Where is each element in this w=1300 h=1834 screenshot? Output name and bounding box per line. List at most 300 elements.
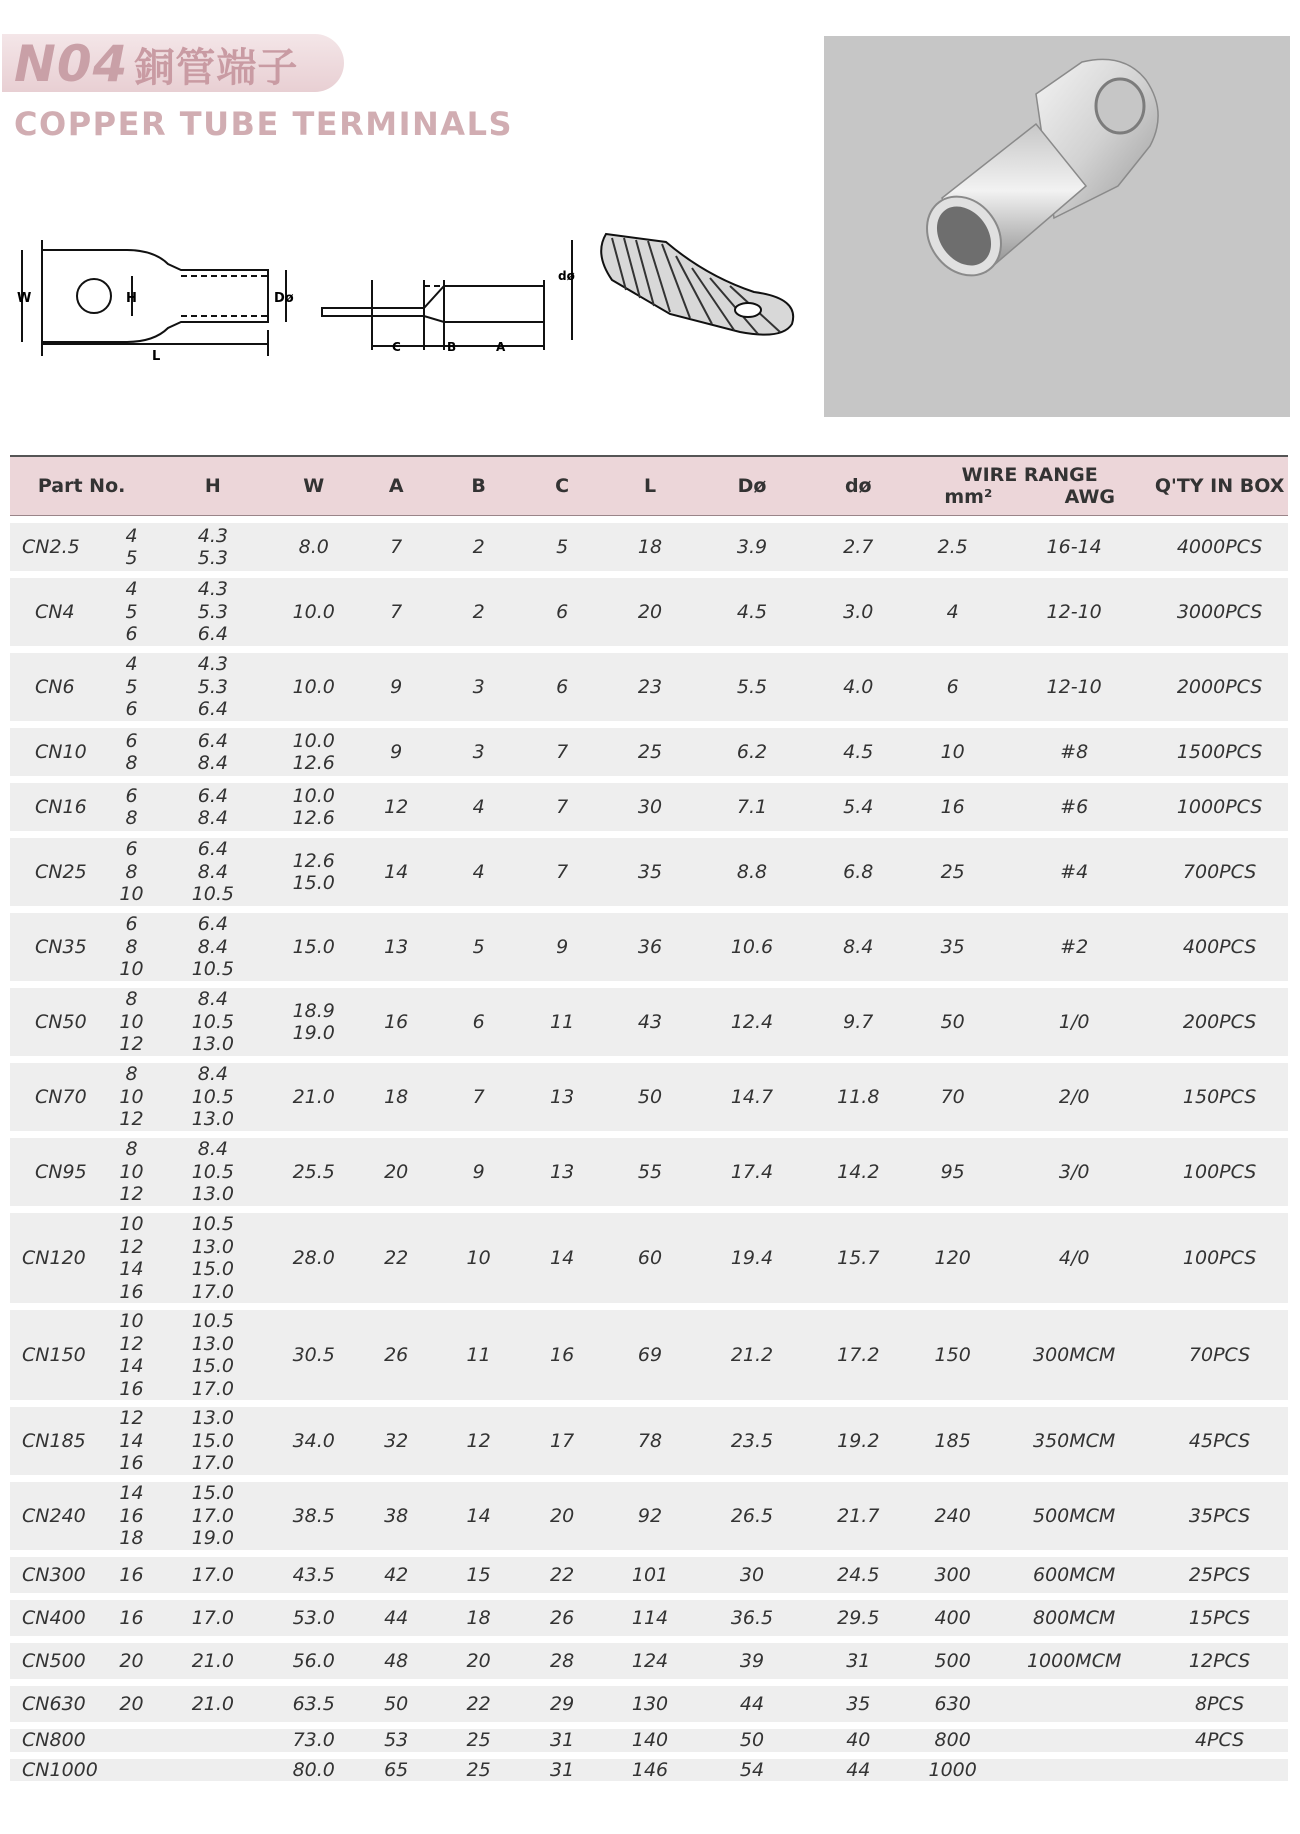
cell-awg: 1000MCM <box>997 1643 1151 1679</box>
top-view-drawing <box>22 240 286 356</box>
cell-stud-size-value: 6 <box>125 838 138 861</box>
side-view-drawing <box>322 240 572 350</box>
cell-c: 31 <box>520 1729 605 1752</box>
label-b: B <box>447 340 457 354</box>
cell-mm2: 120 <box>908 1213 997 1303</box>
cell-d-small: 11.8 <box>808 1063 908 1131</box>
header-l: L <box>604 455 695 516</box>
cell-qty: 100PCS <box>1151 1138 1288 1206</box>
table-row <box>10 1600 1288 1636</box>
cell-w <box>273 653 355 721</box>
cell-stud-size-value: 5 <box>125 600 138 623</box>
cell-stud-size <box>110 523 153 571</box>
cell-a: 48 <box>355 1643 437 1679</box>
cell-a: 9 <box>355 728 437 776</box>
table-row <box>10 1407 1288 1475</box>
cell-qty: 45PCS <box>1151 1407 1288 1475</box>
cell-stud-size <box>110 783 153 831</box>
cell-h-value: 8.4 <box>197 860 228 883</box>
cell-a: 50 <box>355 1686 437 1722</box>
cell-d-big: 50 <box>696 1729 809 1752</box>
cell-b: 11 <box>437 1310 519 1400</box>
cell-part-no: CN2.5 <box>10 523 110 571</box>
cell-stud-size-value: 14 <box>119 1482 144 1505</box>
cell-stud-size-value: 10 <box>119 958 144 981</box>
cell-w-value: 28.0 <box>292 1246 335 1269</box>
cell-d-big: 10.6 <box>696 913 809 981</box>
cell-awg: 1/0 <box>997 988 1151 1056</box>
cell-qty: 70PCS <box>1151 1310 1288 1400</box>
wire-range-title: WIRE RANGE <box>961 464 1098 486</box>
cell-d-big: 39 <box>696 1643 809 1679</box>
cell-a: 38 <box>355 1482 437 1550</box>
cell-w <box>273 913 355 981</box>
cell-d-small: 9.7 <box>808 988 908 1056</box>
cell-d-small: 6.8 <box>808 838 908 906</box>
cell-w <box>273 1643 355 1679</box>
cell-stud-size-value: 6 <box>125 698 138 721</box>
cell-stud-size-value: 10 <box>119 1010 144 1033</box>
cell-stud-size-value: 8 <box>125 860 138 883</box>
cell-qty: 35PCS <box>1151 1482 1288 1550</box>
cell-w <box>273 838 355 906</box>
cell-d-big: 23.5 <box>696 1407 809 1475</box>
cell-qty: 2000PCS <box>1151 653 1288 721</box>
cell-h-value: 4.3 <box>197 578 228 601</box>
table-row <box>10 1557 1288 1593</box>
table-row <box>10 913 1288 981</box>
header-qty: Q'TY IN BOX <box>1151 455 1288 516</box>
cell-w <box>273 1213 355 1303</box>
table-row <box>10 523 1288 571</box>
cell-a: 9 <box>355 653 437 721</box>
cell-h-value: 6.4 <box>197 913 228 936</box>
table-row <box>10 1686 1288 1722</box>
cell-a: 16 <box>355 988 437 1056</box>
cell-b: 3 <box>437 653 519 721</box>
cell-w <box>273 1407 355 1475</box>
cell-d-small: 2.7 <box>808 523 908 571</box>
cell-l: 78 <box>604 1407 695 1475</box>
cell-h <box>153 1600 272 1636</box>
table-row <box>10 728 1288 776</box>
cell-stud-size-value: 4 <box>125 653 138 676</box>
cell-h-value: 10.5 <box>191 1160 235 1183</box>
cell-w <box>273 1310 355 1400</box>
cell-h <box>153 838 272 906</box>
cell-stud-size-value: 6 <box>125 623 138 646</box>
cell-d-small: 35 <box>808 1686 908 1722</box>
product-photo <box>824 36 1290 417</box>
cell-b: 4 <box>437 838 519 906</box>
cell-w-value: 80.0 <box>292 1758 335 1781</box>
header-wire-range <box>908 455 1151 516</box>
cell-awg: #4 <box>997 838 1151 906</box>
cell-a: 26 <box>355 1310 437 1400</box>
cell-h-value: 19.0 <box>191 1527 235 1550</box>
cell-l: 60 <box>604 1213 695 1303</box>
table-row <box>10 1482 1288 1550</box>
cell-mm2: 300 <box>908 1557 997 1593</box>
cell-mm2: 240 <box>908 1482 997 1550</box>
header-awg: AWG <box>1064 486 1115 508</box>
label-w: W <box>17 291 32 306</box>
cell-mm2: 70 <box>908 1063 997 1131</box>
cell-a: 44 <box>355 1600 437 1636</box>
cell-c: 6 <box>520 653 605 721</box>
cell-mm2: 6 <box>908 653 997 721</box>
cell-d-small: 31 <box>808 1643 908 1679</box>
cell-stud-size <box>110 1063 153 1131</box>
cell-stud-size <box>110 838 153 906</box>
cell-b: 5 <box>437 913 519 981</box>
cell-awg: 350MCM <box>997 1407 1151 1475</box>
header-h: H <box>153 455 272 516</box>
cell-l: 18 <box>604 523 695 571</box>
cell-d-small: 29.5 <box>808 1600 908 1636</box>
cell-a: 12 <box>355 783 437 831</box>
header-part-no: Part No. <box>10 455 153 516</box>
cell-part-no: CN4 <box>10 578 110 646</box>
cell-qty: 3000PCS <box>1151 578 1288 646</box>
cell-c: 11 <box>520 988 605 1056</box>
cell-stud-size-value: 18 <box>119 1527 144 1550</box>
cell-h <box>153 1213 272 1303</box>
cell-c: 17 <box>520 1407 605 1475</box>
cell-h <box>153 1729 272 1752</box>
cell-d-small: 40 <box>808 1729 908 1752</box>
cell-stud-size-value: 12 <box>119 1033 144 1056</box>
cell-stud-size-value: 6 <box>125 729 138 752</box>
cell-c: 31 <box>520 1759 605 1782</box>
cell-b: 14 <box>437 1482 519 1550</box>
cell-mm2: 95 <box>908 1138 997 1206</box>
cell-d-big: 14.7 <box>696 1063 809 1131</box>
cell-d-big: 36.5 <box>696 1600 809 1636</box>
table-row <box>10 1729 1288 1752</box>
table-row <box>10 1310 1288 1400</box>
cell-c: 13 <box>520 1138 605 1206</box>
cell-stud-size <box>110 578 153 646</box>
cell-d-small: 14.2 <box>808 1138 908 1206</box>
cell-h-value: 13.0 <box>191 1033 235 1056</box>
cell-w-value: 34.0 <box>292 1429 335 1452</box>
cell-part-no: CN240 <box>10 1482 110 1550</box>
label-l: L <box>152 349 161 364</box>
cell-h-value: 17.0 <box>191 1377 235 1400</box>
cell-stud-size-value: 8 <box>125 1063 138 1086</box>
table-row <box>10 1063 1288 1131</box>
cell-stud-size-value: 10 <box>119 1085 144 1108</box>
cell-d-big: 54 <box>696 1759 809 1782</box>
cell-c: 5 <box>520 523 605 571</box>
cell-w-value: 56.0 <box>292 1649 335 1672</box>
label-d-small: dø <box>558 269 575 283</box>
label-c: C <box>392 340 401 354</box>
cell-stud-size-value: 16 <box>119 1452 144 1475</box>
cell-stud-size-value: 10 <box>119 883 144 906</box>
cell-part-no: CN800 <box>10 1729 110 1752</box>
cell-mm2: 25 <box>908 838 997 906</box>
table-row <box>10 653 1288 721</box>
copper-tube-terminal-photo-icon <box>824 36 1290 417</box>
cell-d-small: 3.0 <box>808 578 908 646</box>
cell-stud-size-value: 10 <box>119 1160 144 1183</box>
cell-a: 22 <box>355 1213 437 1303</box>
cell-h <box>153 1482 272 1550</box>
cell-h-value: 17.0 <box>191 1504 235 1527</box>
cell-l: 25 <box>604 728 695 776</box>
cell-stud-size <box>110 653 153 721</box>
cell-d-small: 4.0 <box>808 653 908 721</box>
cell-qty: 400PCS <box>1151 913 1288 981</box>
cell-w-value: 10.0 <box>292 729 335 752</box>
cell-w-value: 18.9 <box>292 999 335 1022</box>
cell-h <box>153 578 272 646</box>
table-header-row <box>10 455 1288 516</box>
cell-c: 9 <box>520 913 605 981</box>
cell-w-value: 43.5 <box>292 1563 335 1586</box>
product-code: N04 <box>14 35 129 93</box>
header-d-big: Dø <box>696 455 809 516</box>
cell-l: 55 <box>604 1138 695 1206</box>
cell-l: 92 <box>604 1482 695 1550</box>
cell-h-value: 10.5 <box>191 1310 235 1332</box>
header-b: B <box>437 455 519 516</box>
cell-part-no: CN25 <box>10 838 110 906</box>
perspective-sketch <box>601 234 793 335</box>
cell-d-small: 17.2 <box>808 1310 908 1400</box>
cell-b: 9 <box>437 1138 519 1206</box>
cell-stud-size-value: 16 <box>119 1606 144 1629</box>
cell-a: 14 <box>355 838 437 906</box>
cell-qty <box>1151 1759 1288 1782</box>
cell-h-value: 8.4 <box>197 1063 228 1086</box>
cell-w-value: 15.0 <box>292 935 335 958</box>
cell-h-value: 5.3 <box>197 547 228 569</box>
cell-stud-size <box>110 1600 153 1636</box>
cell-h-value: 6.4 <box>197 729 228 752</box>
cell-awg: 800MCM <box>997 1600 1151 1636</box>
cell-d-small: 21.7 <box>808 1482 908 1550</box>
cell-w-value: 38.5 <box>292 1504 335 1527</box>
table-row <box>10 578 1288 646</box>
cell-w <box>273 1729 355 1752</box>
cell-h-value: 5.3 <box>197 675 228 698</box>
cell-d-big: 26.5 <box>696 1482 809 1550</box>
cell-awg: 12-10 <box>997 653 1151 721</box>
table-row <box>10 1643 1288 1679</box>
cell-stud-size <box>110 913 153 981</box>
cell-awg: 4/0 <box>997 1213 1151 1303</box>
cell-h <box>153 1557 272 1593</box>
product-code-title <box>14 34 298 98</box>
cell-stud-size-value: 8 <box>125 807 138 829</box>
cell-d-big: 21.2 <box>696 1310 809 1400</box>
cell-part-no: CN150 <box>10 1310 110 1400</box>
cell-l: 30 <box>604 783 695 831</box>
cell-h-value: 8.4 <box>197 988 228 1011</box>
cell-stud-size-value: 14 <box>119 1258 144 1280</box>
cell-qty: 15PCS <box>1151 1600 1288 1636</box>
cell-h <box>153 1759 272 1782</box>
cell-w <box>273 728 355 776</box>
cell-stud-size-value: 8 <box>125 1138 138 1161</box>
cell-d-big: 4.5 <box>696 578 809 646</box>
cell-w-value: 19.0 <box>292 1022 335 1044</box>
cell-stud-size-value: 20 <box>119 1649 144 1672</box>
cell-a: 53 <box>355 1729 437 1752</box>
cell-qty: 200PCS <box>1151 988 1288 1056</box>
cell-b: 10 <box>437 1213 519 1303</box>
cell-b: 25 <box>437 1759 519 1782</box>
cell-mm2: 150 <box>908 1310 997 1400</box>
label-h: H <box>126 291 137 306</box>
spec-table <box>10 448 1288 1788</box>
cell-w <box>273 1557 355 1593</box>
header-a: A <box>355 455 437 516</box>
cell-h-value: 10.5 <box>191 1085 235 1108</box>
cell-stud-size <box>110 1482 153 1550</box>
cell-c: 29 <box>520 1686 605 1722</box>
cell-part-no: CN630 <box>10 1686 110 1722</box>
cell-w-value: 15.0 <box>292 872 335 894</box>
table-row <box>10 783 1288 831</box>
cell-c: 7 <box>520 838 605 906</box>
cell-mm2: 1000 <box>908 1759 997 1782</box>
spec-table-body <box>10 523 1288 1781</box>
cell-l: 124 <box>604 1643 695 1679</box>
cell-stud-size-value: 12 <box>119 1407 144 1430</box>
label-a: A <box>496 340 506 354</box>
cell-stud-size <box>110 1643 153 1679</box>
cell-stud-size-value: 10 <box>119 1213 144 1235</box>
cell-h-value: 10.5 <box>191 1213 235 1235</box>
cell-w <box>273 1138 355 1206</box>
cell-w <box>273 523 355 571</box>
cell-d-small: 8.4 <box>808 913 908 981</box>
cell-h-value: 13.0 <box>191 1108 235 1131</box>
cell-qty: 1500PCS <box>1151 728 1288 776</box>
cell-stud-size <box>110 1310 153 1400</box>
cell-c: 7 <box>520 728 605 776</box>
cell-awg: #2 <box>997 913 1151 981</box>
cell-h-value: 4.3 <box>197 653 228 676</box>
cell-d-big: 17.4 <box>696 1138 809 1206</box>
cell-h-value: 15.0 <box>191 1482 235 1505</box>
cell-h <box>153 1138 272 1206</box>
cell-h-value: 8.4 <box>197 935 228 958</box>
cell-h-value: 10.5 <box>191 958 235 981</box>
cell-part-no: CN120 <box>10 1213 110 1303</box>
table-row <box>10 1213 1288 1303</box>
cell-mm2: 500 <box>908 1643 997 1679</box>
cell-w-value: 8.0 <box>298 535 329 558</box>
cell-b: 6 <box>437 988 519 1056</box>
product-code-cjk: 銅管端子 <box>134 44 299 91</box>
cell-qty: 150PCS <box>1151 1063 1288 1131</box>
cell-stud-size <box>110 1138 153 1206</box>
cell-a: 65 <box>355 1759 437 1782</box>
cell-stud-size-value: 14 <box>119 1355 144 1377</box>
cell-b: 20 <box>437 1643 519 1679</box>
table-row <box>10 838 1288 906</box>
cell-c: 28 <box>520 1643 605 1679</box>
cell-l: 69 <box>604 1310 695 1400</box>
cell-part-no: CN50 <box>10 988 110 1056</box>
cell-qty: 100PCS <box>1151 1213 1288 1303</box>
cell-qty: 25PCS <box>1151 1557 1288 1593</box>
cell-part-no: CN400 <box>10 1600 110 1636</box>
cell-c: 7 <box>520 783 605 831</box>
cell-l: 140 <box>604 1729 695 1752</box>
cell-a: 7 <box>355 523 437 571</box>
cell-part-no: CN16 <box>10 783 110 831</box>
cell-h-value: 4.3 <box>197 524 228 547</box>
cell-h-value: 6.4 <box>197 698 228 721</box>
cell-part-no: CN300 <box>10 1557 110 1593</box>
cell-awg: 300MCM <box>997 1310 1151 1400</box>
cell-d-small: 44 <box>808 1759 908 1782</box>
cell-stud-size <box>110 1729 153 1752</box>
cell-b: 18 <box>437 1600 519 1636</box>
cell-h <box>153 1063 272 1131</box>
cell-d-small: 19.2 <box>808 1407 908 1475</box>
cell-l: 35 <box>604 838 695 906</box>
cell-stud-size-value: 12 <box>119 1332 144 1355</box>
cell-stud-size-value: 8 <box>125 935 138 958</box>
cell-d-small: 4.5 <box>808 728 908 776</box>
cell-w-value: 73.0 <box>292 1729 335 1751</box>
cell-h <box>153 1643 272 1679</box>
page-subtitle: COPPER TUBE TERMINALS <box>14 105 513 143</box>
cell-awg: 600MCM <box>997 1557 1151 1593</box>
cell-stud-size-value: 12 <box>119 1183 144 1206</box>
cell-h <box>153 913 272 981</box>
cell-awg <box>997 1686 1151 1722</box>
cell-w-value: 12.6 <box>292 752 335 774</box>
cell-c: 20 <box>520 1482 605 1550</box>
cell-qty: 12PCS <box>1151 1643 1288 1679</box>
cell-h-value: 13.0 <box>191 1183 235 1206</box>
cell-l: 20 <box>604 578 695 646</box>
cell-w <box>273 1600 355 1636</box>
cell-d-big: 5.5 <box>696 653 809 721</box>
cell-part-no: CN6 <box>10 653 110 721</box>
cell-stud-size-value: 8 <box>125 752 138 774</box>
cell-stud-size-value: 8 <box>125 988 138 1011</box>
cell-awg: 16-14 <box>997 523 1151 571</box>
cell-stud-size-value: 6 <box>125 784 138 807</box>
cell-b: 22 <box>437 1686 519 1722</box>
cell-qty: 4PCS <box>1151 1729 1288 1752</box>
cell-w-value: 53.0 <box>292 1606 335 1629</box>
cell-h-value: 8.4 <box>197 752 228 774</box>
cell-d-big: 6.2 <box>696 728 809 776</box>
table-row <box>10 1138 1288 1206</box>
cell-l: 146 <box>604 1759 695 1782</box>
cell-awg: 12-10 <box>997 578 1151 646</box>
cell-a: 42 <box>355 1557 437 1593</box>
cell-stud-size <box>110 1759 153 1782</box>
table-row <box>10 988 1288 1056</box>
cell-l: 130 <box>604 1686 695 1722</box>
cell-w-value: 30.5 <box>292 1343 335 1366</box>
cell-l: 36 <box>604 913 695 981</box>
cell-stud-size-value: 5 <box>125 675 138 698</box>
cell-h <box>153 728 272 776</box>
cell-c: 6 <box>520 578 605 646</box>
